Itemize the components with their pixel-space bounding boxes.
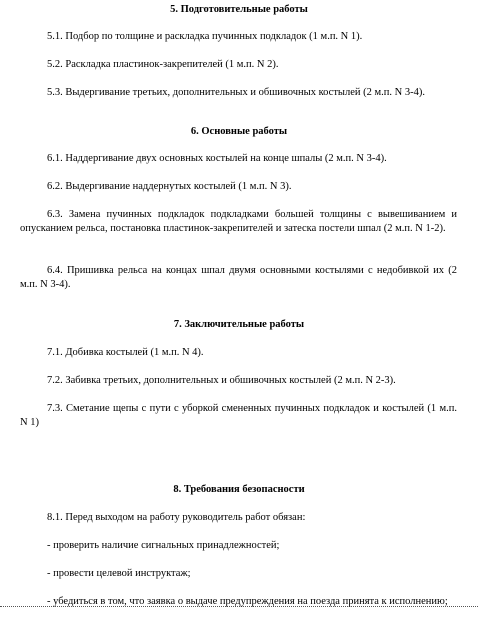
bullet-signal-equipment: - проверить наличие сигнальных принадлежностей; xyxy=(47,540,280,551)
paragraph-5-2: 5.2. Раскладка пластинок-закрепителей (1 м.п. N 2). xyxy=(47,59,279,70)
paragraph-6-3: 6.3. Замена пучинных подкладок подкладками большей толщины с вывешиванием и опусканием рельса, постановка пластинок-закрепителей и затеска постели шпал (2 м.п. N 1-2). xyxy=(20,209,457,234)
paragraph-5-1: 5.1. Подбор по толщине и раскладка пучинных подкладок (1 м.п. N 1). xyxy=(47,31,363,42)
paragraph-6-2: 6.2. Выдергивание наддернутых костылей (1 м.п. N 3). xyxy=(47,181,292,192)
paragraph-8-1: 8.1. Перед выходом на работу руководитель работ обязан: xyxy=(47,512,306,523)
paragraph-7-3: 7.3. Сметание щепы с пути с уборкой смененных пучинных подкладок и костылей (1 м.п. N 1) xyxy=(20,403,457,428)
bullet-briefing: - провести целевой инструктаж; xyxy=(47,568,191,579)
paragraph-7-1: 7.1. Добивка костылей (1 м.п. N 4). xyxy=(47,347,204,358)
bullet-warning-request: - убедиться в том, что заявка о выдаче предупреждения на поезда принята к исполнению; xyxy=(47,596,448,607)
paragraph-7-2: 7.2. Забивка третьих, дополнительных и обшивочных костылей (2 м.п. N 2-3). xyxy=(47,375,396,386)
paragraph-6-4: 6.4. Пришивка рельса на концах шпал двумя основными костылями с недобивкой их (2 м.п. N 3-4). xyxy=(20,265,457,290)
paragraph-5-3: 5.3. Выдергивание третьих, дополнительных и обшивочных костылей (2 м.п. N 3-4). xyxy=(47,87,425,98)
section-heading-6: 6. Основные работы xyxy=(190,126,288,137)
section-heading-7: 7. Заключительные работы xyxy=(173,319,305,330)
section-heading-5: 5. Подготовительные работы xyxy=(170,4,308,15)
section-heading-8: 8. Требования безопасности xyxy=(173,484,305,495)
paragraph-6-1: 6.1. Наддергивание двух основных костылей на конце шпалы (2 м.п. N 3-4). xyxy=(47,153,387,164)
